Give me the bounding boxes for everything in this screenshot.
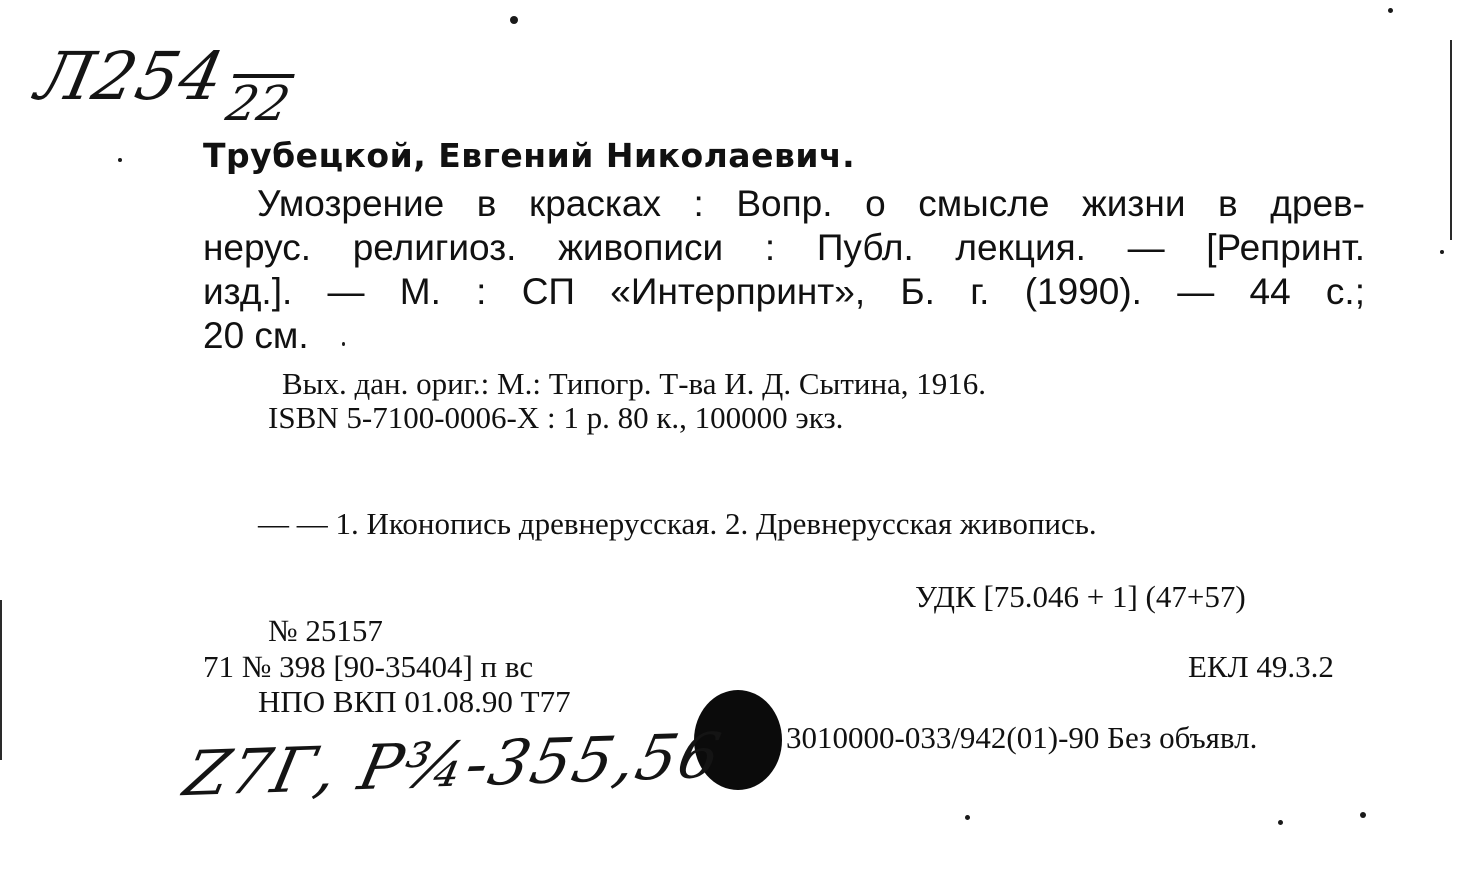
ink-speck <box>965 815 970 820</box>
description-line: нерус. религиоз. живописи : Публ. лекция. — [Репринт. <box>203 227 1365 268</box>
description-line: Умозрение в красках : Вопр. о смысле жизни в древ- <box>257 183 1365 224</box>
title-description <box>203 182 1365 358</box>
order-line: 71 № 398 [90-35404] п вс <box>203 649 534 684</box>
ink-speck <box>1440 250 1444 254</box>
ink-speck <box>342 342 345 346</box>
card-edge-mark <box>0 600 2 760</box>
subject-headings: — — 1. Иконопись древнерусская. 2. Древнерусская живопись. <box>258 506 1097 541</box>
accession-number: № 25157 <box>268 613 383 648</box>
ink-speck <box>1388 8 1393 13</box>
isbn-price-note: ISBN 5-7100-0006-X : 1 р. 80 к., 100000 экз. <box>268 400 844 435</box>
card-edge-mark <box>1450 40 1452 240</box>
udc-classification: УДК [75.046 + 1] (47+57) <box>915 579 1246 614</box>
ink-speck <box>118 158 122 162</box>
ekl-classification: ЕКЛ 49.3.2 <box>1188 649 1334 684</box>
handwritten-shelf-suffix: 22 <box>221 76 295 132</box>
handwritten-inventory-code: Z7Г, Р¾-355,56 <box>178 718 729 811</box>
ink-speck <box>1360 812 1366 818</box>
author-heading: Трубецкой, Евгений Николаевич. <box>203 136 856 175</box>
original-imprint-note: Вых. дан. ориг.: М.: Типогр. Т-ва И. Д. Сытина, 1916. <box>282 366 987 401</box>
price-code-line: 3010000-033/942(01)-90 Без объявл. <box>786 720 1258 755</box>
description-line: изд.]. — М. : СП «Интерпринт», Б. г. (1990). — 44 с.; <box>203 271 1365 312</box>
ink-speck <box>510 16 518 24</box>
ink-speck <box>1278 820 1283 825</box>
description-line: 20 см. <box>203 315 309 356</box>
handwritten-shelf-number: Л254 <box>29 38 232 115</box>
printer-line: НПО ВКП 01.08.90 Т77 <box>258 684 571 719</box>
